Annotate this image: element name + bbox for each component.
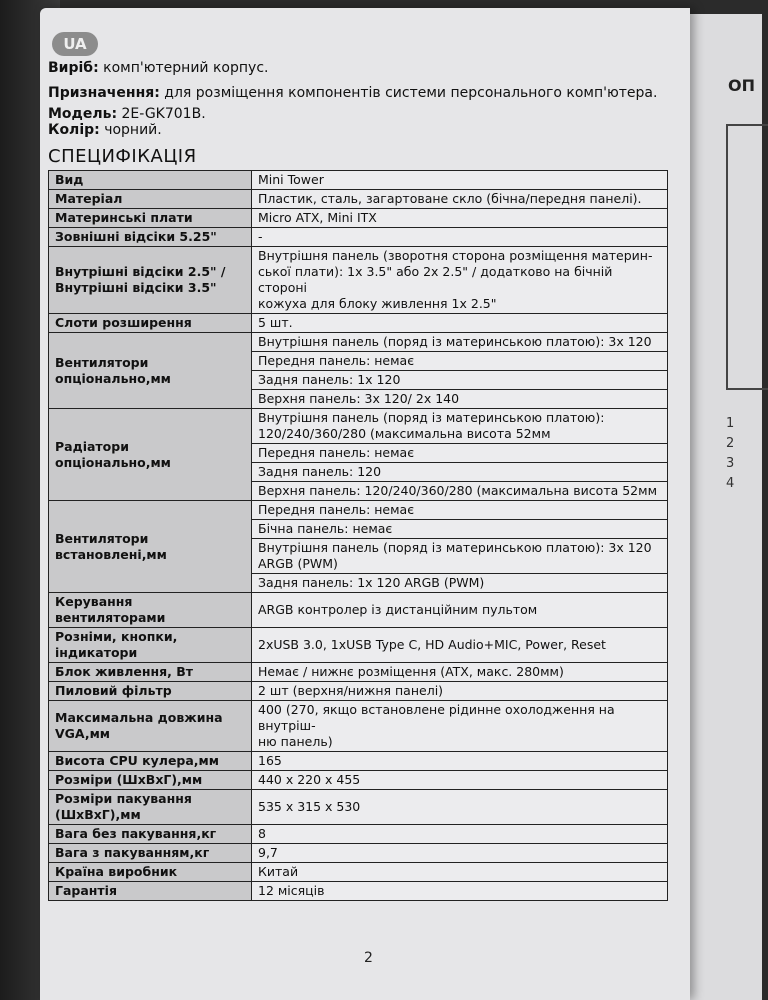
spec-key: Радіатори опціонально,мм xyxy=(49,409,252,501)
spec-value: Передня панель: немає xyxy=(252,352,668,371)
table-row xyxy=(49,409,668,444)
table-row xyxy=(49,171,668,190)
spec-key: Зовнішні відсіки 5.25" xyxy=(49,228,252,247)
table-row xyxy=(49,190,668,209)
spec-value: Внутрішня панель (зворотня сторона розміщення материн- ської плати): 1x 3.5" або 2x 2.5" / додатково на бічній стороні кожуха для блоку живлення 1x 2.5" xyxy=(252,247,668,314)
spec-key: Вага з пакуванням,кг xyxy=(49,844,252,863)
table-row xyxy=(49,863,668,882)
table-row xyxy=(49,228,668,247)
spec-value: 400 (270, якщо встановлене рідинне охолодження на внутріш- ню панель) xyxy=(252,701,668,752)
table-row xyxy=(49,663,668,682)
spec-title: СПЕЦИФІКАЦІЯ xyxy=(48,146,197,167)
maker-line: Виріб: комп'ютерний корпус. xyxy=(48,60,269,76)
table-row xyxy=(49,752,668,771)
spec-value: - xyxy=(252,228,668,247)
spec-table xyxy=(48,170,668,901)
table-row xyxy=(49,825,668,844)
spec-key: Розміри пакування (ШхВхГ),мм xyxy=(49,790,252,825)
table-row xyxy=(49,314,668,333)
spec-value: 2xUSB 3.0, 1xUSB Type C, HD Audio+MIC, Power, Reset xyxy=(252,628,668,663)
table-row xyxy=(49,501,668,520)
spec-value: Внутрішня панель (поряд із материнською платою): 3x 120 xyxy=(252,333,668,352)
spec-key: Гарантія xyxy=(49,882,252,901)
spec-value: 9,7 xyxy=(252,844,668,863)
spec-value: Задня панель: 1x 120 ARGB (PWM) xyxy=(252,574,668,593)
spec-key: Розміри (ШхВхГ),мм xyxy=(49,771,252,790)
spec-key: Країна виробник xyxy=(49,863,252,882)
page-number: 2 xyxy=(364,950,373,966)
spec-value: Задня панель: 120 xyxy=(252,463,668,482)
table-row xyxy=(49,790,668,825)
spec-value: Задня панель: 1x 120 xyxy=(252,371,668,390)
color-line: Колір: чорний. xyxy=(48,122,162,138)
spec-key: Вид xyxy=(49,171,252,190)
spec-key: Вентилятори встановлені,мм xyxy=(49,501,252,593)
spec-key: Внутрішні відсіки 2.5" / Внутрішні відсіки 3.5" xyxy=(49,247,252,314)
spec-value: Micro ATX, Mini ITX xyxy=(252,209,668,228)
next-page-box xyxy=(726,124,768,390)
table-row xyxy=(49,247,668,314)
spec-key: Пиловий фільтр xyxy=(49,682,252,701)
spec-value: Верхня панель: 3x 120/ 2x 140 xyxy=(252,390,668,409)
spec-key: Максимальна довжина VGA,мм xyxy=(49,701,252,752)
spec-key: Блок живлення, Вт xyxy=(49,663,252,682)
spec-value: Передня панель: немає xyxy=(252,444,668,463)
spec-value: ARGB контролер із дистанційним пультом xyxy=(252,593,668,628)
spec-value: Верхня панель: 120/240/360/280 (максимальна висота 52мм xyxy=(252,482,668,501)
spec-key: Керування вентиляторами xyxy=(49,593,252,628)
spec-key: Висота CPU кулера,мм xyxy=(49,752,252,771)
spec-key: Розніми, кнопки, індикатори xyxy=(49,628,252,663)
next-page-title: ОП xyxy=(728,76,755,95)
spec-value: Пластик, сталь, загартоване скло (бічна/передня панелі). xyxy=(252,190,668,209)
table-row xyxy=(49,882,668,901)
table-row xyxy=(49,628,668,663)
spec-key: Вага без пакування,кг xyxy=(49,825,252,844)
spec-value: Китай xyxy=(252,863,668,882)
table-row xyxy=(49,593,668,628)
purpose-line: Призначення: для розміщення компонентів системи персонального комп'ютера. xyxy=(48,85,658,101)
spec-value: 8 xyxy=(252,825,668,844)
spec-value: Немає / нижнє розміщення (ATX, макс. 280мм) xyxy=(252,663,668,682)
spec-key: Материнські плати xyxy=(49,209,252,228)
spec-value: 12 місяців xyxy=(252,882,668,901)
spec-key: Вентилятори опціонально,мм xyxy=(49,333,252,409)
spec-value: 165 xyxy=(252,752,668,771)
spec-value: Передня панель: немає xyxy=(252,501,668,520)
spec-value: Внутрішня панель (поряд із материнською платою): 3x 120 ARGB (PWM) xyxy=(252,539,668,574)
language-badge: UA xyxy=(52,32,98,56)
spec-value: 5 шт. xyxy=(252,314,668,333)
spec-value: 535 x 315 x 530 xyxy=(252,790,668,825)
spec-value: Бічна панель: немає xyxy=(252,520,668,539)
table-row xyxy=(49,771,668,790)
spec-value: Внутрішня панель (поряд із материнською платою): 120/240/360/280 (максимальна висота 52мм xyxy=(252,409,668,444)
table-row xyxy=(49,682,668,701)
spec-value: 440 x 220 x 455 xyxy=(252,771,668,790)
spec-key: Слоти розширення xyxy=(49,314,252,333)
model-line: Модель: 2E-GK701B. xyxy=(48,106,206,122)
table-row xyxy=(49,844,668,863)
table-row xyxy=(49,701,668,752)
table-row xyxy=(49,209,668,228)
spec-value: 2 шт (верхня/нижня панелі) xyxy=(252,682,668,701)
table-row xyxy=(49,333,668,352)
spec-key: Матеріал xyxy=(49,190,252,209)
spec-value: Mini Tower xyxy=(252,171,668,190)
next-page-numbers: 1 2 3 4 xyxy=(726,416,735,491)
next-page-edge xyxy=(680,14,762,1000)
